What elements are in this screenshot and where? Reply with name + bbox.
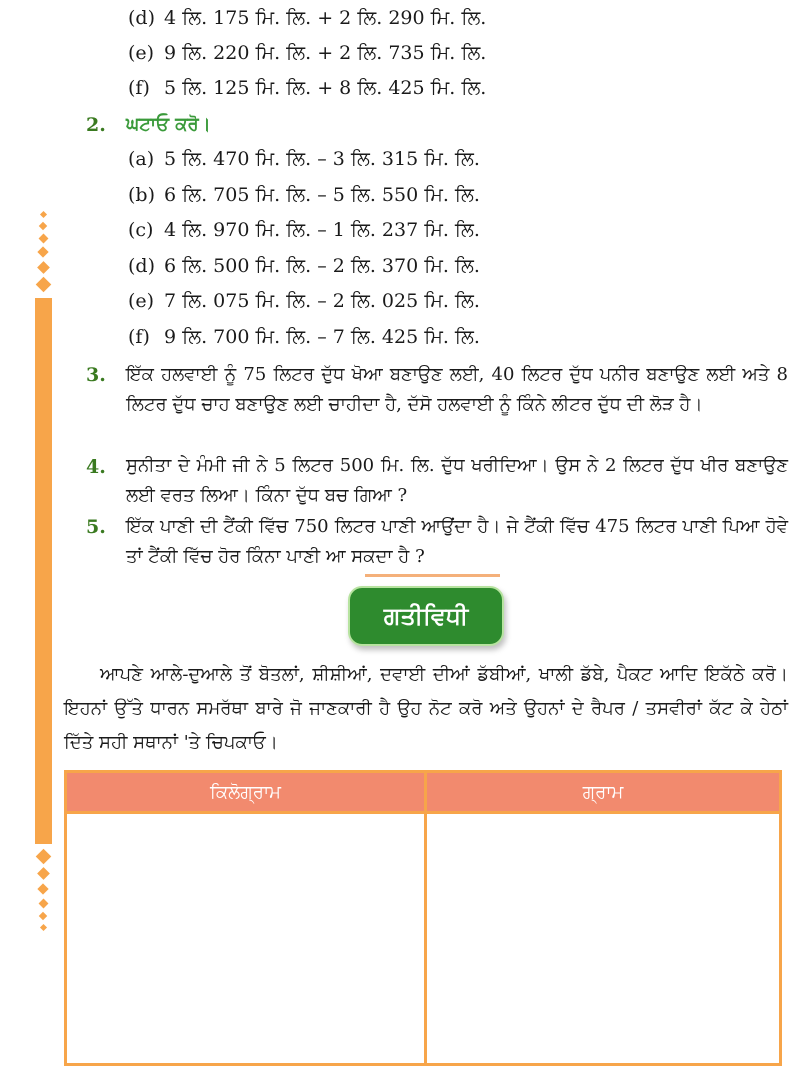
q2-number: 2. <box>86 114 106 136</box>
q3-number: 3. <box>86 364 106 386</box>
q3-text: ਇੱਕ ਹਲਵਾਈ ਨੂੰ 75 ਲਿਟਰ ਦੁੱਧ ਖੋਆ ਬਣਾਉਣ ਲਈ, 40 ਲਿਟਰ ਦੁੱਧ ਪਨੀਰ ਬਣਾਉਣ ਲਈ ਅਤੇ 8 ਲਿਟਰ ਦੁੱਧ ਚਾਹ ਬਣਾਉਣ ਲਈ ਚਾਹੀਦਾ ਹੈ, ਦੱਸੋ ਹਲਵਾਈ ਨੂੰ ਕਿੰਨੇ ਲੀਟਰ ਦੁੱਧ ਦੀ ਲੋੜ ਹੈ। <box>126 364 788 415</box>
q4-text: ਸੁਨੀਤਾ ਦੇ ਮੰਮੀ ਜੀ ਨੇ 5 ਲਿਟਰ 500 ਮਿ. ਲਿ. ਦੁੱਧ ਖਰੀਦਿਆ। ਉਸ ਨੇ 2 ਲਿਟਰ ਦੁੱਧ ਖੀਰ ਬਣਾਉਣ ਲਈ ਵਰਤ ਲਿਆ। ਕਿੰਨਾ ਦੁੱਧ ਬਚ ਗਿਆ ? <box>126 455 788 506</box>
q2-item-a: (a) 5 ਲਿ. 470 ਮਿ. ਲਿ. – 3 ਲਿ. 315 ਮਿ. ਲਿ. <box>128 148 480 170</box>
q1-item-d: (d) 4 ਲਿ. 175 ਮਿ. ਲਿ. + 2 ਲਿ. 290 ਮਿ. ਲਿ. <box>128 7 487 29</box>
decorative-diamonds-top <box>36 212 50 290</box>
q4-number: 4. <box>86 456 106 478</box>
decorative-side-bar <box>35 298 52 844</box>
table-header-divider <box>67 811 779 814</box>
q5-number: 5. <box>86 516 106 538</box>
table-header-kilogram: ਕਿਲੋਗ੍ਰਾਮ <box>67 773 424 811</box>
q2-item-f: (f) 9 ਲਿ. 700 ਮਿ. ਲਿ. – 7 ਲਿ. 425 ਮਿ. ਲਿ. <box>128 326 480 348</box>
q2-item-e: (e) 7 ਲਿ. 075 ਮਿ. ਲਿ. – 2 ਲਿ. 025 ਮਿ. ਲਿ. <box>128 290 480 312</box>
q2-item-c: (c) 4 ਲਿ. 970 ਮਿ. ਲਿ. – 1 ਲਿ. 237 ਮਿ. ਲਿ. <box>128 219 480 241</box>
table-header-gram: ਗ੍ਰਾਮ <box>427 773 779 811</box>
activity-title: ਗਤੀਵਿਧੀ <box>383 602 469 630</box>
q2-item-b: (b) 6 ਲਿ. 705 ਮਿ. ਲਿ. – 5 ਲਿ. 550 ਮਿ. ਲਿ. <box>128 184 480 206</box>
activity-text: ਆਪਣੇ ਆਲੇ-ਦੁਆਲੇ ਤੋਂ ਬੋਤਲਾਂ, ਸ਼ੀਸ਼ੀਆਂ, ਦਵਾਈ ਦੀਆਂ ਡੱਬੀਆਂ, ਖਾਲੀ ਡੱਬੇ, ਪੈਕਟ ਆਦਿ ਇਕੱਠੇ ਕਰੋ। ਇਹਨਾਂ ਉੱਤੇ ਧਾਰਨ ਸਮਰੱਥਾ ਬਾਰੇ ਜੋ ਜਾਣਕਾਰੀ ਹੈ ਉਹ ਨੋਟ ਕਰੋ ਅਤੇ ਉਹਨਾਂ ਦੇ ਰੈਪਰ / ਤਸਵੀਰਾਂ ਕੱਟ ਕੇ ਹੇਠਾਂ ਦਿੱਤੇ ਸਹੀ ਸਥਾਨਾਂ 'ਤੇ ਚਿਪਕਾਓ। <box>64 664 788 753</box>
q5-text: ਇੱਕ ਪਾਣੀ ਦੀ ਟੈਂਕੀ ਵਿੱਚ 750 ਲਿਟਰ ਪਾਣੀ ਆਉਂਦਾ ਹੈ। ਜੇ ਟੈਂਕੀ ਵਿੱਚ 475 ਲਿਟਰ ਪਾਣੀ ਪਿਆ ਹੋਵੇ ਤਾਂ ਟੈਂਕੀ ਵਿੱਚ ਹੋਰ ਕਿੰਨਾ ਪਾਣੀ ਆ ਸਕਦਾ ਹੈ ? <box>126 516 788 567</box>
table-column-divider <box>424 773 427 1063</box>
capacity-table <box>64 770 782 1066</box>
q1-item-f: (f) 5 ਲਿ. 125 ਮਿ. ਲਿ. + 8 ਲਿ. 425 ਮਿ. ਲਿ. <box>128 77 487 99</box>
q1-item-e: (e) 9 ਲਿ. 220 ਮਿ. ਲਿ. + 2 ਲਿ. 735 ਮਿ. ਲਿ. <box>128 42 487 64</box>
decorative-diamonds-bottom <box>36 851 50 930</box>
q2-heading: ਘਟਾਓ ਕਰੋ। <box>126 114 211 135</box>
activity-badge <box>348 586 504 646</box>
q2-item-d: (d) 6 ਲਿ. 500 ਮਿ. ਲਿ. – 2 ਲਿ. 370 ਮਿ. ਲਿ. <box>128 255 480 277</box>
